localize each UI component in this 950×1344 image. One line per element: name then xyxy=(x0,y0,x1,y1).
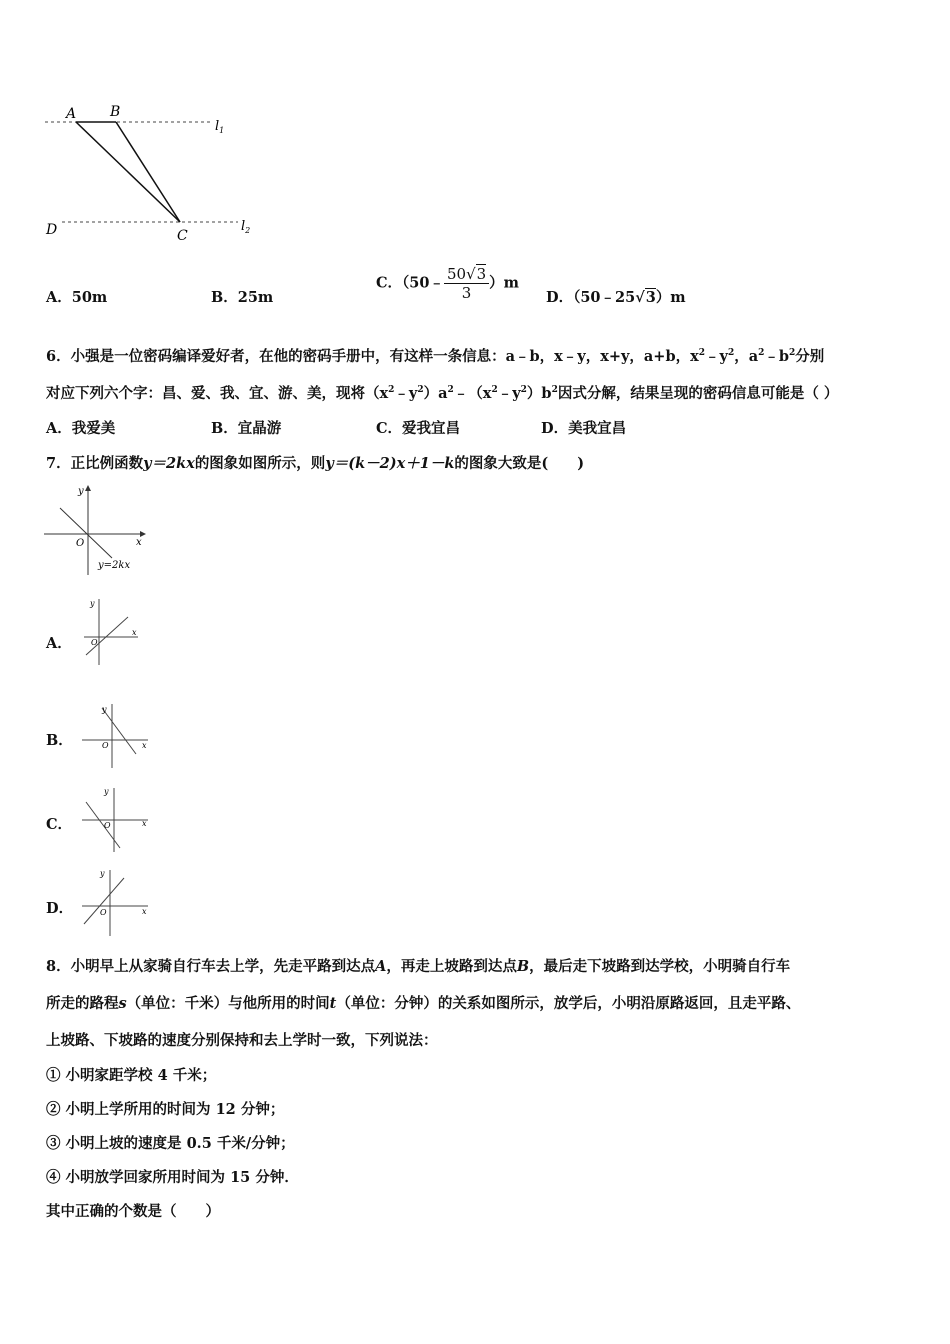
q5-option-d: D．（50﹣25√3）m xyxy=(546,289,686,306)
svg-text:x: x xyxy=(142,741,147,750)
q7-option-c-label: C． xyxy=(46,816,73,833)
q6-line2: 对应下列六个字：昌、爱、我、宜、游、美，现将$(x^2﹣y^2)a^2﹣(x^2﹣y^2)b^2$因式分解，结果呈现的密码信息可能是（ ） xyxy=(46,385,839,402)
q8-statement-3: ③ 小明上坡的速度是 0.5 千米/分钟； xyxy=(46,1135,295,1152)
q7-option-b-label: B． xyxy=(46,732,73,749)
q8-statement-2: ② 小明上学所用的时间为 12 分钟； xyxy=(46,1101,285,1118)
svg-text:x: x xyxy=(142,819,147,828)
q7-reference-graph xyxy=(40,482,150,577)
q6-option-a: A．我爱美 xyxy=(46,420,116,437)
q7-option-b-graph[interactable] xyxy=(80,702,152,770)
q5-option-b: B．25m xyxy=(211,289,274,306)
q8-line2: 所走的路程s（单位：千米）与他所用的时间t（单位：分钟）的关系如图所示，放学后，小明沿原路返回，且走平路、 xyxy=(46,995,801,1012)
q5-option-c: C．（50﹣ $\frac{50√3}{3}$ ）m xyxy=(376,265,520,302)
q7-option-a-label: A． xyxy=(46,635,72,652)
q6-option-b: B．宜晶游 xyxy=(211,420,282,437)
q7-option-a-graph[interactable] xyxy=(80,597,145,669)
label-d: D xyxy=(46,222,58,238)
svg-text:O: O xyxy=(100,908,107,917)
segment-ac xyxy=(76,122,180,222)
q7-option-d-label: D． xyxy=(46,900,74,917)
q8-question: 其中正确的个数是（ ） xyxy=(46,1203,220,1220)
q7-question: 7．正比例函数y＝2kx的图象如图所示，则y＝(k－2)x＋1－k的图象大致是( ) xyxy=(46,455,585,472)
label-l2: $l_2$ xyxy=(241,219,251,235)
q6-option-d: D．美我宜昌 xyxy=(541,420,627,437)
q8-statement-4: ④ 小明放学回家所用时间为 15 分钟． xyxy=(46,1169,299,1186)
label-l1: $l_1$ xyxy=(215,119,225,135)
label-c: C xyxy=(177,228,188,244)
graph-label: y=2kx xyxy=(98,560,131,571)
label-a: A xyxy=(66,106,77,122)
axis-x-label: x xyxy=(136,537,142,548)
fraction: $\frac{50√3}{3}$ xyxy=(444,265,489,302)
svg-text:y: y xyxy=(104,787,109,796)
svg-text:O: O xyxy=(91,638,98,647)
q7-option-d-graph[interactable] xyxy=(80,868,152,938)
segment-bc xyxy=(116,122,180,222)
svg-text:x: x xyxy=(142,907,147,916)
svg-text:x: x xyxy=(132,628,137,637)
q6-option-c: C．爱我宜昌 xyxy=(376,420,461,437)
axis-y-label: y xyxy=(78,486,84,497)
svg-text:O: O xyxy=(104,821,111,830)
svg-text:y: y xyxy=(102,705,107,714)
origin-label: O xyxy=(76,538,85,549)
q8-line3: 上坡路、下坡路的速度分别保持和去上学时一致，下列说法： xyxy=(46,1032,438,1049)
figure-parallel-lines xyxy=(40,100,270,250)
svg-text:y: y xyxy=(90,599,95,608)
q6-line1: 6．小强是一位密码编译爱好者，在他的密码手册中，有这样一条信息：a﹣b，x﹣y，x+y，a+b，$x^2﹣y^2$，$a^2﹣b^2$分别 xyxy=(46,348,825,365)
label-b: B xyxy=(110,104,121,120)
svg-text:y: y xyxy=(100,869,105,878)
q5-option-a: A．50m xyxy=(46,289,108,306)
q8-statement-1: ① 小明家距学校 4 千米； xyxy=(46,1067,217,1084)
q7-option-c-graph[interactable] xyxy=(80,786,152,854)
svg-text:O: O xyxy=(102,741,109,750)
q8-line1: 8．小明早上从家骑自行车去上学，先走平路到达点A，再走上坡路到达点B，最后走下坡路到达学校，小明骑自行车 xyxy=(46,958,791,975)
